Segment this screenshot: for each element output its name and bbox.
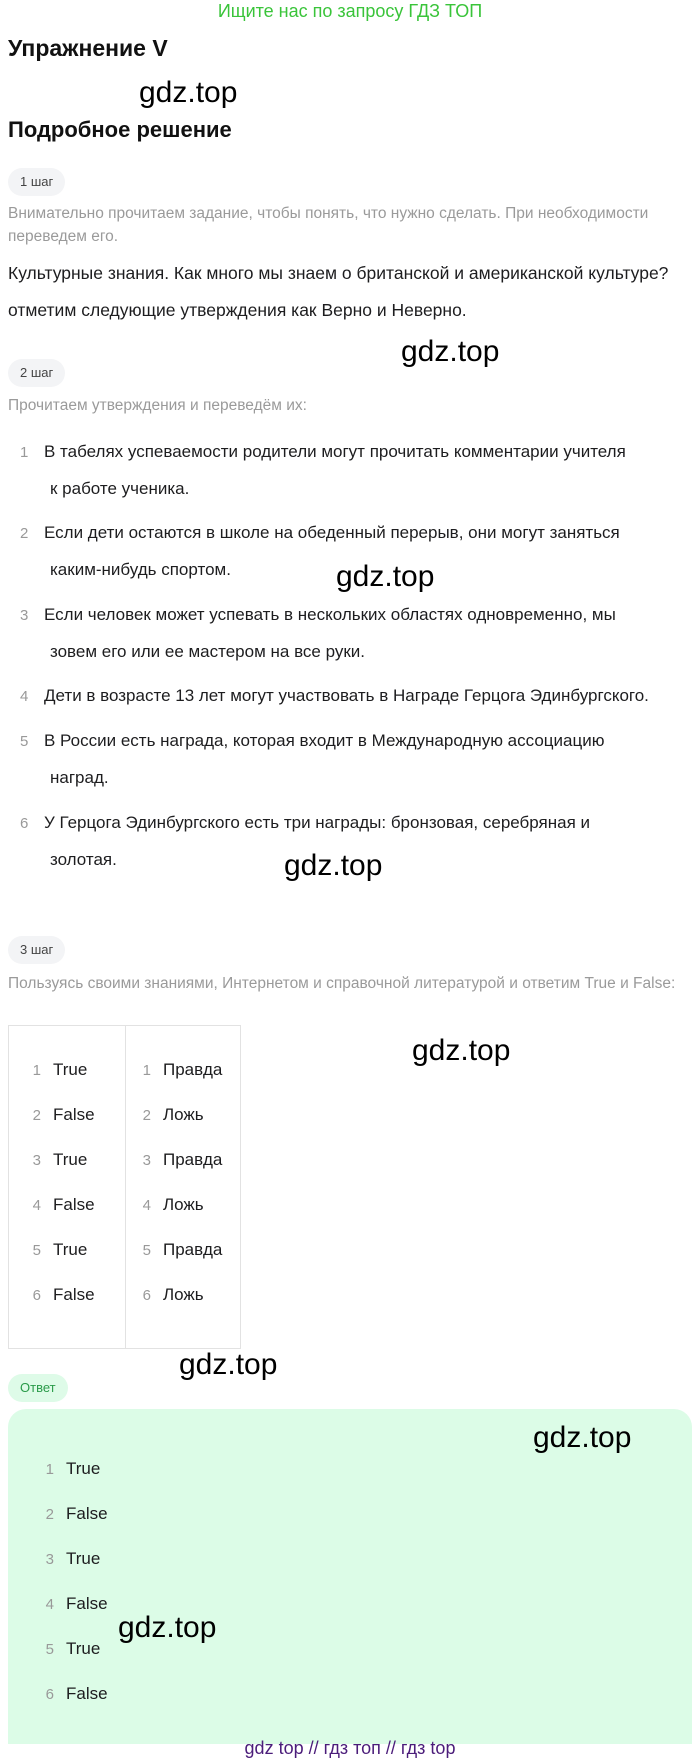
- item-text-cont: наград.: [50, 768, 109, 787]
- row-number: 5: [142, 1242, 151, 1259]
- watermark: gdz.top: [284, 849, 383, 882]
- answer-value: False: [66, 1594, 108, 1613]
- statement-item: [20, 434, 700, 507]
- cell-value: Ложь: [163, 1195, 204, 1214]
- cell-value: True: [53, 1060, 88, 1079]
- cell-value: Ложь: [163, 1105, 204, 1124]
- step-hint: Внимательно прочитаем задание, чтобы понять, что нужно сделать. При необходимости переведем его.: [8, 205, 649, 245]
- answer-value: True: [66, 1459, 101, 1478]
- table-cell: [21, 1240, 87, 1260]
- watermark: gdz.top: [412, 1034, 511, 1067]
- item-number: 6: [20, 815, 29, 832]
- step-hint: Прочитаем утверждения и переведём их:: [8, 397, 307, 414]
- task-text: Культурные знания. Как много мы знаем о британской и американской культуре? отметим следующие утверждения как Верно и Неверно.: [8, 263, 669, 320]
- statement-item: [20, 678, 700, 715]
- row-number: 2: [32, 1107, 41, 1124]
- row-number: 2: [142, 1107, 151, 1124]
- item-text: В России есть награда, которая входит в Международную ассоциацию: [44, 731, 605, 750]
- cell-value: False: [53, 1105, 95, 1124]
- row-number: 5: [32, 1242, 41, 1259]
- statement-item: [20, 723, 700, 796]
- watermark: gdz.top: [401, 335, 500, 368]
- table-cell: [131, 1105, 204, 1125]
- item-text: В табелях успеваемости родители могут прочитать комментарии учителя: [44, 442, 626, 461]
- answer-value: True: [66, 1549, 101, 1568]
- row-number: 1: [142, 1062, 151, 1079]
- answer-item: [34, 1504, 108, 1524]
- item-number: 1: [20, 444, 29, 461]
- answer-badge: Ответ: [8, 1374, 68, 1402]
- item-text: У Герцога Эдинбургского есть три награды: бронзовая, серебряная и: [44, 813, 591, 832]
- step-badge: 1 шаг: [8, 168, 65, 196]
- answer-item: [34, 1639, 100, 1659]
- row-number: 6: [142, 1287, 151, 1304]
- item-text-cont: каким-нибудь спортом.: [50, 560, 231, 579]
- answer-value: True: [66, 1639, 101, 1658]
- answer-item: [34, 1594, 108, 1614]
- answer-value: False: [66, 1504, 108, 1523]
- cell-value: False: [53, 1285, 95, 1304]
- row-number: 3: [45, 1551, 54, 1568]
- table-cell: [21, 1105, 95, 1125]
- cell-value: False: [53, 1195, 95, 1214]
- column-divider: [125, 1026, 126, 1348]
- row-number: 1: [45, 1461, 54, 1478]
- item-number: 2: [20, 525, 29, 542]
- step-badge: 2 шаг: [8, 359, 65, 387]
- page-title: Упражнение V: [8, 35, 168, 61]
- table-cell: [131, 1285, 204, 1305]
- table-cell: [21, 1150, 87, 1170]
- cell-value: Правда: [163, 1240, 223, 1259]
- answer-value: False: [66, 1684, 108, 1703]
- table-cell: [21, 1060, 87, 1080]
- item-text-cont: к работе ученика.: [50, 479, 190, 498]
- item-text-cont: зовем его или ее мастером на все руки.: [50, 642, 366, 661]
- table-cell: [131, 1240, 222, 1260]
- watermark: gdz.top: [179, 1348, 278, 1381]
- row-number: 3: [32, 1152, 41, 1169]
- step-hint: Пользуясь своими знаниями, Интернетом и справочной литературой и ответим True и False:: [8, 975, 676, 992]
- table-cell: [21, 1195, 95, 1215]
- row-number: 4: [32, 1197, 41, 1214]
- watermark: gdz.top: [533, 1421, 632, 1454]
- step-badge: 3 шаг: [8, 936, 65, 964]
- row-number: 6: [32, 1287, 41, 1304]
- answer-item: [34, 1459, 100, 1479]
- item-text: Дети в возрасте 13 лет могут участвовать в Награде Герцога Эдинбургского.: [44, 686, 649, 705]
- cell-value: True: [53, 1240, 88, 1259]
- section-title: Подробное решение: [8, 117, 232, 142]
- table-cell: [131, 1195, 204, 1215]
- item-number: 3: [20, 607, 29, 624]
- watermark: gdz.top: [118, 1611, 217, 1644]
- row-number: 2: [45, 1506, 54, 1523]
- watermark: gdz.top: [139, 76, 238, 109]
- table-cell: [131, 1150, 222, 1170]
- answer-table: [8, 1025, 241, 1349]
- watermark: gdz.top: [336, 560, 435, 593]
- item-text: Если человек может успевать в нескольких областях одновременно, мы: [44, 605, 616, 624]
- row-number: 3: [142, 1152, 151, 1169]
- answer-item: [34, 1684, 108, 1704]
- search-banner: Ищите нас по запросу ГДЗ ТОП: [217, 1, 483, 21]
- cell-value: Правда: [163, 1150, 223, 1169]
- answer-box: [8, 1409, 692, 1744]
- row-number: 5: [45, 1641, 54, 1658]
- item-text-cont: золотая.: [50, 850, 117, 869]
- cell-value: Ложь: [163, 1285, 204, 1304]
- row-number: 1: [32, 1062, 41, 1079]
- cell-value: Правда: [163, 1060, 223, 1079]
- item-text: Если дети остаются в школе на обеденный перерыв, они могут заняться: [44, 523, 620, 542]
- item-number: 5: [20, 733, 29, 750]
- row-number: 4: [142, 1197, 151, 1214]
- row-number: 4: [45, 1596, 54, 1613]
- cell-value: True: [53, 1150, 88, 1169]
- table-cell: [131, 1060, 222, 1080]
- item-number: 4: [20, 688, 29, 705]
- footer-links: gdz top // гдз топ // гдз top: [244, 1738, 456, 1758]
- table-cell: [21, 1285, 95, 1305]
- statement-item: [20, 597, 700, 670]
- answer-item: [34, 1549, 100, 1569]
- row-number: 6: [45, 1686, 54, 1703]
